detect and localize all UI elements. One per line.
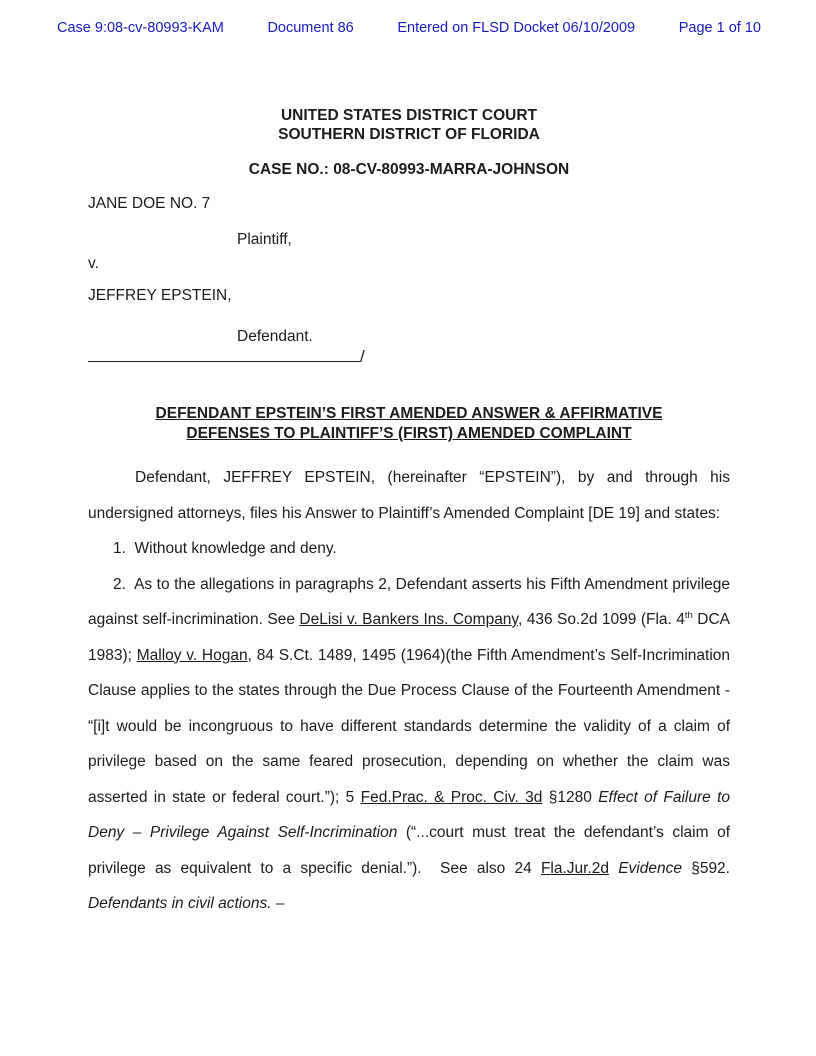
document-title-line1: DEFENDANT EPSTEIN’S FIRST AMENDED ANSWER & AFFIRMATIVE	[155, 405, 663, 422]
plaintiff-role-label: Plaintiff,	[237, 231, 292, 248]
plaintiff-name: JANE DOE NO. 7	[88, 195, 211, 212]
defendant-role-label: Defendant.	[237, 328, 313, 345]
header-docket-entry: Entered on FLSD Docket 06/10/2009	[397, 20, 636, 36]
court-name-line1: UNITED STATES DISTRICT COURT	[280, 107, 538, 124]
case-number-line: CASE NO.: 08-CV-80993-MARRA-JOHNSON	[248, 161, 570, 178]
court-heading	[88, 106, 730, 144]
separator-slash: /	[360, 347, 365, 366]
docket-stamp-header	[57, 20, 761, 36]
court-name-line2: SOUTHERN DISTRICT OF FLORIDA	[278, 126, 540, 143]
intro-paragraph: Defendant, JEFFREY EPSTEIN, (hereinafter “EPSTEIN”), by and through his undersigned attorneys, files his Answer to Plaintiff’s Amended Complaint [DE 19] and states:	[88, 469, 730, 522]
defendant-name: JEFFREY EPSTEIN,	[88, 287, 232, 304]
header-page-indicator: Page 1 of 10	[678, 20, 761, 36]
answer-item-1: 1. Without knowledge and deny.	[113, 540, 337, 557]
caption-separator-rule	[88, 346, 730, 368]
answer-item-2: 2. As to the allegations in paragraphs 2, Defendant asserts his Fifth Amendment privilege against self-incrimination. See DeLisi v. Bankers Ins. Company, 436 So.2d 1099 (Fla. 4th DCA 1983); Malloy v. Hogan, 84 S.Ct. 1489, 1495 (1964)(the Fifth Amendment’s Self-Incrimination Clause applies to the states through the Due Process Clause of the Fourteenth Amendment - “[i]t would be incongruous to have different standards determine the validity of a claim of privilege based on the same feared prosecution, depending on whether the claim was asserted in state or federal court.”); 5 Fed.Prac. & Proc. Civ. 3d §1280 Effect of Failure to Deny – Privilege Against Self-Incrimination (“...court must treat the defendant’s claim of privilege as equivalent to a specific denial.”). See also 24 Fla.Jur.2d Evidence §592. Defendants in civil actions. –	[88, 575, 731, 912]
case-caption	[88, 195, 730, 368]
document-title	[88, 404, 730, 444]
separator-line	[88, 346, 360, 362]
header-document-number: Document 86	[267, 20, 354, 36]
header-case-number: Case 9:08-cv-80993-KAM	[57, 20, 224, 36]
versus-label: v.	[88, 255, 99, 272]
document-title-line2: DEFENSES TO PLAINTIFF’S (FIRST) AMENDED COMPLAINT	[186, 425, 632, 442]
document-body	[88, 106, 730, 922]
